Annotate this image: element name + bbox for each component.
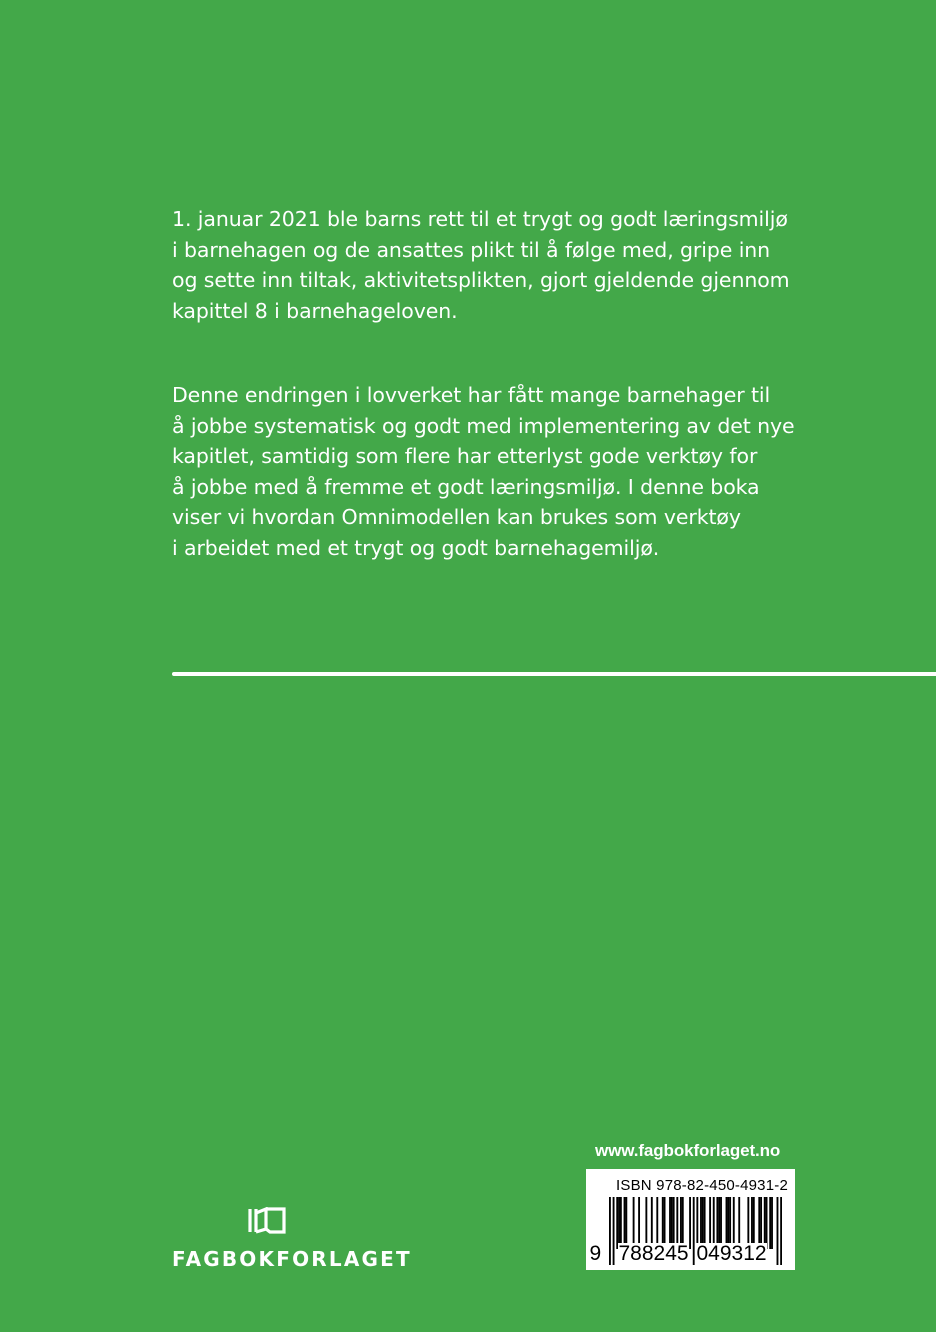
isbn-label: ISBN 978-82-450-4931-2 — [616, 1177, 789, 1194]
book-icon — [246, 1207, 288, 1235]
publisher-logo — [172, 1207, 412, 1277]
publisher-name: FAGBOKFORLAGET — [172, 1247, 412, 1271]
barcode-panel — [586, 1169, 795, 1270]
barcode-bar-44 — [771, 1197, 773, 1249]
barcode-digit-right-group: 049312 — [696, 1242, 767, 1265]
barcode-bar-2 — [616, 1197, 618, 1249]
blurb-paragraph-1: 1. januar 2021 ble barns rett til et trygt og godt læringsmiljø i barnehagen og de ansattes plikt til å følge med, gripe inn og sette inn tiltak, aktivitetsplikten, gjort gjeldende gjennom kapittel 8 i barnehageloven. — [172, 207, 790, 323]
barcode-digit-prefix: 9 — [589, 1242, 602, 1265]
barcode-bar-43 — [769, 1197, 771, 1249]
barcode-bar-20 — [689, 1197, 691, 1249]
publisher-url: www.fagbokforlaget.no — [595, 1141, 781, 1160]
barcode-digit-left-group: 788245 — [618, 1242, 689, 1265]
divider-line — [172, 672, 936, 676]
blurb-paragraph-2: Denne endringen i lovverket har fått mange barnehager til å jobbe systematisk og godt med implementering av det nye kapitlet, samtidig som flere har etterlyst gode verktøy for å jobbe med å fremme et godt læringsmiljø. I denne boka viser vi hvordan Omnimodellen kan brukes som verktøy i arbeidet med et trygt og godt barnehagemiljø. — [172, 383, 795, 560]
barcode-digits — [586, 1243, 786, 1269]
